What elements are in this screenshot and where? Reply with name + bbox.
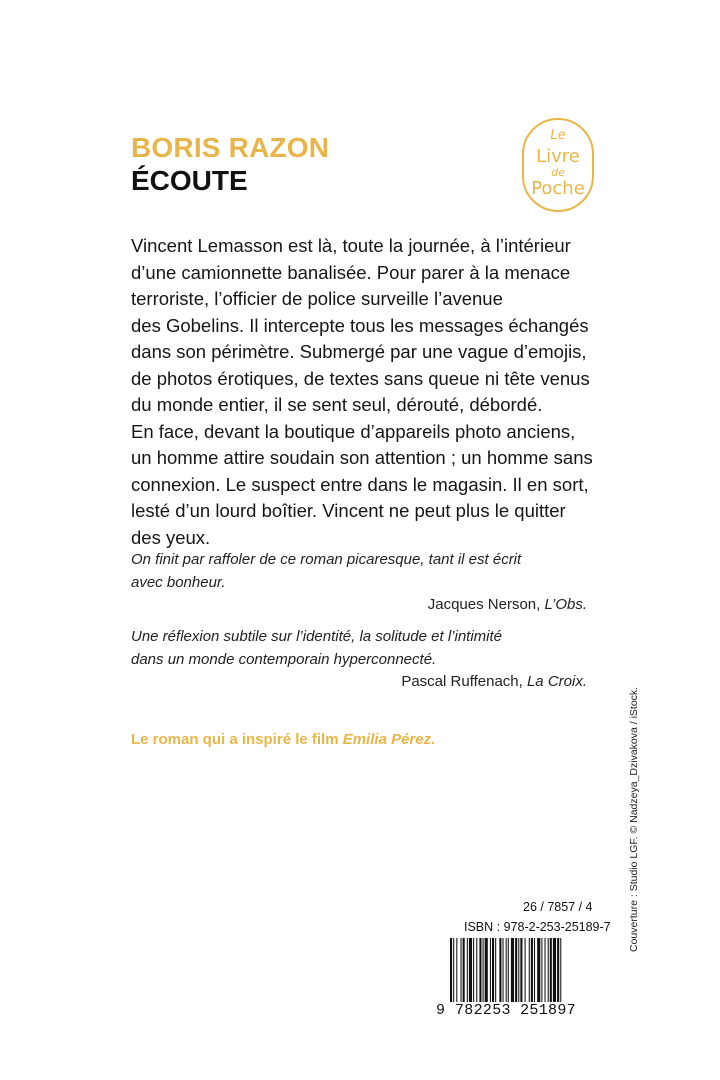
summary-line: lesté d’un lourd boîtier. Vincent ne peut plus le quitter bbox=[131, 500, 566, 521]
summary-line: En face, devant la boutique d’appareils photo anciens, bbox=[131, 420, 576, 442]
barcode-bar bbox=[499, 938, 501, 1002]
quote-line: Une réflexion subtile sur l’identité, la solitude et l’intimité bbox=[131, 628, 503, 645]
barcode-bar bbox=[467, 938, 468, 1002]
logo-line-livre: Livre bbox=[536, 146, 580, 167]
quote-line: dans un monde contemporain hyperconnecté. bbox=[131, 650, 437, 668]
barcode-bar bbox=[476, 938, 477, 1002]
barcode-bar bbox=[490, 938, 491, 1002]
logo-line-poche: Poche bbox=[531, 178, 585, 199]
barcode-bar bbox=[461, 938, 462, 1002]
barcode-bar bbox=[529, 938, 530, 1002]
quote-author: Pascal Ruffenach, bbox=[401, 673, 527, 690]
publisher-logo bbox=[522, 118, 594, 212]
barcode-number: 782253 251897 bbox=[455, 1002, 576, 1019]
summary-line: Vincent Lemasson est là, toute la journée, à l’intérieur bbox=[131, 235, 571, 256]
barcode-bar bbox=[453, 938, 454, 1002]
logo-line-le: Le bbox=[550, 128, 566, 143]
barcode-bar bbox=[550, 938, 552, 1002]
barcode-bar bbox=[506, 938, 507, 1002]
book-summary bbox=[131, 233, 601, 551]
barcode-bar bbox=[537, 938, 540, 1002]
summary-line: connexion. Le suspect entre dans le magasin. Il en sort, bbox=[131, 473, 589, 495]
author-name: BORIS RAZON bbox=[131, 132, 330, 163]
barcode-bar bbox=[450, 938, 452, 1002]
barcode-bar bbox=[485, 938, 488, 1002]
quote-attribution bbox=[131, 671, 601, 694]
barcode-bar bbox=[473, 938, 474, 1002]
catalog-code: 26 / 7857 / 4 bbox=[523, 900, 593, 914]
quote-line: avec bonheur. bbox=[131, 573, 226, 591]
summary-line: d’une camionnette banalisée. Pour parer à la menace bbox=[131, 261, 571, 283]
tagline-text: Le roman qui a inspiré le film bbox=[131, 731, 343, 748]
barcode-bar bbox=[548, 938, 549, 1002]
quote-source: La Croix. bbox=[526, 673, 587, 690]
summary-line: du monde entier, il se sent seul, dérouté, débordé. bbox=[131, 394, 543, 415]
barcode-bar bbox=[545, 938, 546, 1002]
summary-line: un homme attire soudain son attention ; un homme sans bbox=[131, 447, 593, 468]
tagline-film: Emilia Pérez. bbox=[342, 731, 436, 748]
summary-line: terroriste, l’officier de police surveille l’avenue bbox=[131, 288, 503, 309]
barcode-bar bbox=[483, 938, 484, 1002]
barcode-bar bbox=[557, 938, 559, 1002]
film-tagline bbox=[131, 731, 435, 748]
book-title: ÉCOUTE bbox=[131, 165, 248, 196]
summary-line: de photos érotiques, de textes sans queue ni tête venus bbox=[131, 367, 590, 389]
barcode-bar bbox=[560, 938, 561, 1002]
barcode-bar bbox=[508, 938, 509, 1002]
barcode-bar bbox=[469, 938, 472, 1002]
barcode-bar bbox=[553, 938, 556, 1002]
barcode-bar bbox=[520, 938, 522, 1002]
barcode-bar bbox=[463, 938, 465, 1002]
barcode-bar bbox=[511, 938, 514, 1002]
press-quote-obs bbox=[131, 549, 601, 617]
quote-author: Jacques Nerson, bbox=[427, 596, 545, 613]
cover-credit: Couverture : Studio LGF. © Nadzeya_Dzivakova / iStock. bbox=[628, 686, 640, 952]
barcode-bar bbox=[456, 938, 457, 1002]
isbn-number: ISBN : 978-2-253-25189-7 bbox=[464, 920, 611, 934]
summary-line: des yeux. bbox=[131, 526, 211, 548]
barcode-first-digit: 9 bbox=[436, 1002, 446, 1019]
barcode-bar bbox=[479, 938, 481, 1002]
barcode-bar bbox=[515, 938, 517, 1002]
summary-line: des Gobelins. Il intercepte tous les messages échangés bbox=[131, 314, 589, 336]
barcode-bar bbox=[518, 938, 519, 1002]
barcode-bar bbox=[531, 938, 533, 1002]
barcode-bar bbox=[492, 938, 494, 1002]
barcode-bar bbox=[534, 938, 535, 1002]
barcode-bar bbox=[525, 938, 526, 1002]
logo-line-de: de bbox=[551, 166, 565, 179]
barcode-bar bbox=[503, 938, 504, 1002]
quote-line: On finit par raffoler de ce roman picaresque, tant il est écrit bbox=[131, 551, 522, 568]
quote-source: L’Obs. bbox=[544, 596, 587, 613]
quote-attribution bbox=[131, 594, 601, 617]
press-quote-la-croix bbox=[131, 626, 601, 694]
summary-line: dans son périmètre. Submergé par une vague d’emojis, bbox=[131, 341, 587, 362]
barcode-bar bbox=[495, 938, 496, 1002]
barcode-bar bbox=[541, 938, 542, 1002]
